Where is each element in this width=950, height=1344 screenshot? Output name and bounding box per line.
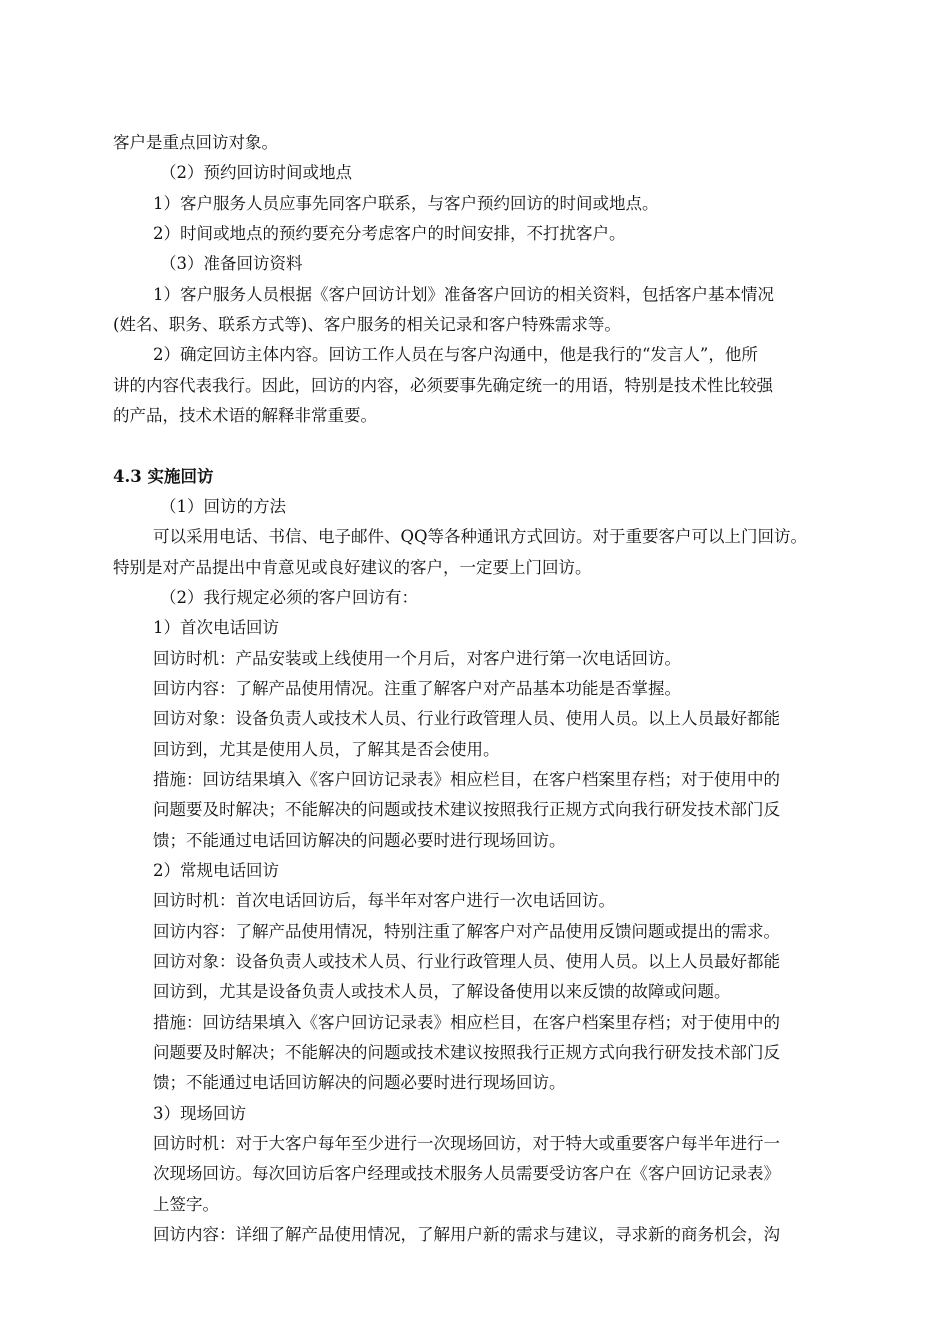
- list-item: 2）确定回访主体内容。回访工作人员在与客户沟通中，他是我行的“发言人”，他所: [153, 345, 758, 364]
- paragraph-line: 回访对象：设备负责人或技术人员、行业行政管理人员、使用人员。以上人员最好都能: [153, 709, 780, 728]
- subheading: （3）准备回访资料: [160, 254, 303, 273]
- paragraph-line: 回访到，尤其是设备负责人或技术人员，了解设备使用以来反馈的故障或问题。: [153, 982, 731, 1001]
- list-item: 3）现场回访: [153, 1104, 246, 1123]
- paragraph-line: 特别是对产品提出中肯意见或良好建议的客户，一定要上门回访。: [113, 558, 592, 577]
- subheading: （2）预约回访时间或地点: [160, 163, 352, 182]
- list-item: 2）时间或地点的预约要充分考虑客户的时间安排，不打扰客户。: [153, 224, 626, 243]
- paragraph-line: 回访内容：了解产品使用情况，特别注重了解客户对产品使用反馈问题或提出的需求。: [153, 922, 780, 941]
- paragraph-line: (姓名、职务、联系方式等)、客户服务的相关记录和客户特殊需求等。: [113, 315, 621, 334]
- paragraph-line: 讲的内容代表我行。因此，回访的内容，必须要事先确定统一的用语，特别是技术性比较强: [113, 376, 773, 395]
- paragraph-line: 回访时机：首次电话回访后，每半年对客户进行一次电话回访。: [153, 891, 615, 910]
- paragraph-line: 回访时机：产品安装或上线使用一个月后，对客户进行第一次电话回访。: [153, 649, 681, 668]
- list-item: 1）客户服务人员应事先同客户联系，与客户预约回访的时间或地点。: [153, 194, 659, 213]
- list-item: 2）常规电话回访: [153, 861, 279, 880]
- paragraph-line: 问题要及时解决；不能解决的问题或技术建议按照我行正规方式向我行研发技术部门反: [153, 800, 780, 819]
- paragraph-line: 措施：回访结果填入《客户回访记录表》相应栏目，在客户档案里存档；对于使用中的: [153, 770, 780, 789]
- list-item: 1）客户服务人员根据《客户回访计划》准备客户回访的相关资料，包括客户基本情况: [153, 285, 774, 304]
- paragraph-line: 上签字。: [153, 1195, 219, 1214]
- paragraph-line: 措施：回访结果填入《客户回访记录表》相应栏目，在客户档案里存档；对于使用中的: [153, 1013, 780, 1032]
- paragraph-line: 回访对象：设备负责人或技术人员、行业行政管理人员、使用人员。以上人员最好都能: [153, 952, 780, 971]
- paragraph-line: 次现场回访。每次回访后客户经理或技术服务人员需要受访客户在《客户回访记录表》: [153, 1164, 780, 1183]
- paragraph-line: 回访内容：了解产品使用情况。注重了解客户对产品基本功能是否掌握。: [153, 679, 681, 698]
- paragraph-line: 可以采用电话、书信、电子邮件、QQ等各种通讯方式回访。对于重要客户可以上门回访。: [153, 527, 808, 546]
- section-heading: 4.3 实施回访: [113, 467, 214, 486]
- subheading: （2）我行规定必须的客户回访有：: [160, 588, 418, 607]
- paragraph-line: 客户是重点回访对象。: [113, 133, 278, 152]
- subheading: （1）回访的方法: [160, 497, 286, 516]
- paragraph-line: 馈；不能通过电话回访解决的问题必要时进行现场回访。: [153, 1073, 566, 1092]
- paragraph-line: 回访到，尤其是使用人员，了解其是否会使用。: [153, 740, 500, 759]
- list-item: 1）首次电话回访: [153, 618, 279, 637]
- paragraph-line: 问题要及时解决；不能解决的问题或技术建议按照我行正规方式向我行研发技术部门反: [153, 1043, 780, 1062]
- paragraph-line: 的产品，技术术语的解释非常重要。: [113, 406, 377, 425]
- paragraph-line: 回访内容：详细了解产品使用情况，了解用户新的需求与建议，寻求新的商务机会，沟: [153, 1225, 780, 1244]
- paragraph-line: 馈；不能通过电话回访解决的问题必要时进行现场回访。: [153, 831, 566, 850]
- paragraph-line: 回访时机：对于大客户每年至少进行一次现场回访，对于特大或重要客户每半年进行一: [153, 1134, 780, 1153]
